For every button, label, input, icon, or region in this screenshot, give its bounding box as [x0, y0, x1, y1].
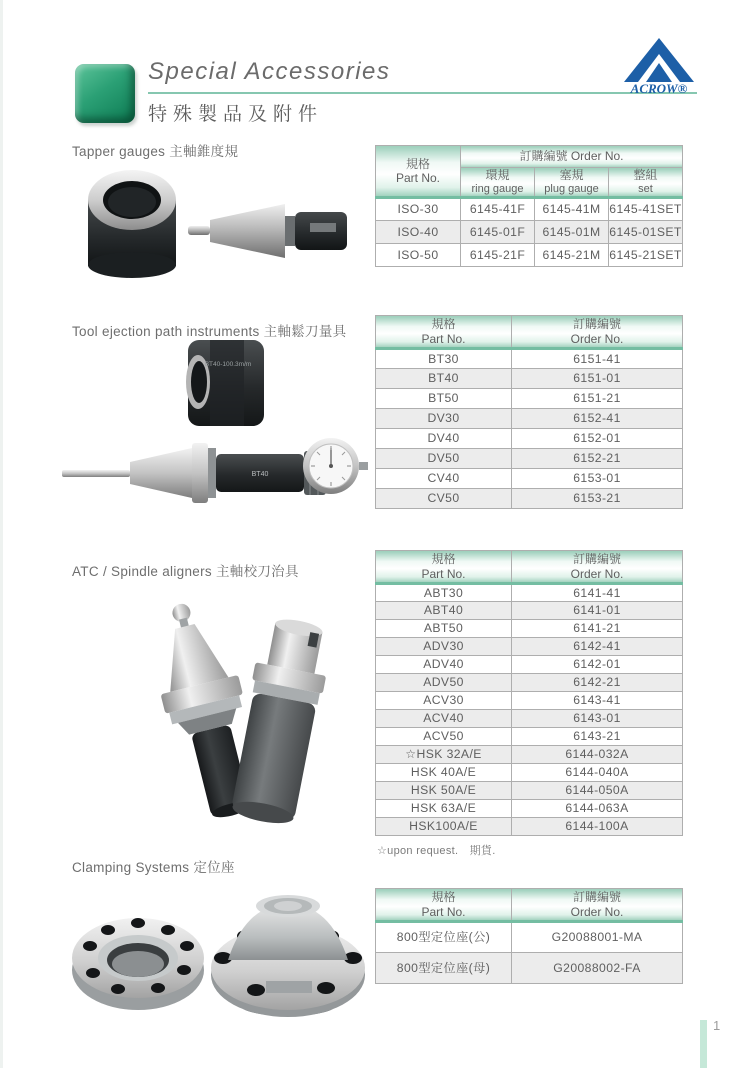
order-no-cell: 6153-01 [512, 469, 683, 489]
ring-cell: 6145-21F [461, 244, 535, 267]
part-no-header: 規格 Part No. [376, 889, 512, 922]
table-row [376, 638, 683, 656]
set-cell: 6145-01SET [609, 221, 683, 244]
table-row [376, 244, 683, 267]
order-no-cell: G20088001-MA [512, 922, 683, 953]
sleeve-photo [186, 340, 264, 426]
table-row [376, 620, 683, 638]
ring-gauge-photo [88, 170, 176, 278]
order-no-cell: 6142-21 [512, 674, 683, 692]
spindle-aligners-table [375, 550, 683, 836]
order-no-cell: 6152-21 [512, 449, 683, 469]
table-row [376, 710, 683, 728]
order-no-header: 訂購編號 Order No. [461, 146, 683, 168]
part-no-cell: 800型定位座(公) [376, 922, 512, 953]
order-no-cell: 6143-41 [512, 692, 683, 710]
table-row [376, 922, 683, 953]
part-no-cell: ADV30 [376, 638, 512, 656]
hsk-holder-photo [226, 614, 336, 828]
part-no-cell: DV30 [376, 409, 512, 429]
order-no-cell: 6143-21 [512, 728, 683, 746]
part-no-header: 規格 Part No. [376, 146, 461, 198]
plug-gauge-header: 塞規 plug gauge [535, 168, 609, 198]
part-no-cell: DV50 [376, 449, 512, 469]
table-row [376, 800, 683, 818]
part-no-cell: ACV50 [376, 728, 512, 746]
part-no-cell: CV40 [376, 469, 512, 489]
table-row [376, 429, 683, 449]
order-no-cell: 6151-41 [512, 349, 683, 369]
part-no-cell: ADV50 [376, 674, 512, 692]
part-no-cell: ABT40 [376, 602, 512, 620]
page-subtitle: 特殊製品及附件 [148, 104, 324, 125]
part-no-cell: ACV30 [376, 692, 512, 710]
part-no-cell: HSK 63A/E [376, 800, 512, 818]
part-no-cell: ISO-30 [376, 198, 461, 221]
order-no-cell: 6152-01 [512, 429, 683, 449]
part-no-cell: DV40 [376, 429, 512, 449]
order-no-cell: 6144-050A [512, 782, 683, 800]
section-title-tool-ejection: Tool ejection path instruments 主軸鬆刀量具 [72, 324, 347, 339]
plug-cell: 6145-41M [535, 198, 609, 221]
plug-cell: 6145-01M [535, 221, 609, 244]
table-row [376, 818, 683, 836]
tool-ejection-table [375, 315, 683, 509]
clamping-hub-photo [211, 895, 365, 1017]
part-no-cell: ACV40 [376, 710, 512, 728]
part-no-cell: ABT50 [376, 620, 512, 638]
order-no-cell: G20088002-FA [512, 953, 683, 984]
part-no-cell: 800型定位座(母) [376, 953, 512, 984]
set-cell: 6145-41SET [609, 198, 683, 221]
sleeve-label: BT40-100.3m/m [204, 361, 252, 368]
table-row [376, 349, 683, 369]
table-row [376, 656, 683, 674]
table-row [376, 674, 683, 692]
part-no-header: 規格 Part No. [376, 551, 512, 584]
table-row [376, 409, 683, 429]
upon-request-footnote: ☆upon request. 期貨. [377, 845, 496, 857]
part-no-cell: ISO-50 [376, 244, 461, 267]
page-title: Special Accessories [148, 58, 391, 85]
order-no-cell: 6141-01 [512, 602, 683, 620]
tapper-gauges-photo [70, 160, 350, 290]
page-edge [0, 0, 3, 1068]
part-no-cell: BT50 [376, 389, 512, 409]
table-row [376, 692, 683, 710]
clamping-systems-photo [60, 878, 375, 1028]
order-no-header: 訂購編號 Order No. [512, 316, 683, 349]
part-no-header: 規格 Part No. [376, 316, 512, 349]
order-no-cell: 6141-21 [512, 620, 683, 638]
ring-cell: 6145-01F [461, 221, 535, 244]
table-row [376, 198, 683, 221]
table-row [376, 449, 683, 469]
section-title-clamping-systems: Clamping Systems 定位座 [72, 860, 235, 875]
page-number: 1 [713, 1018, 721, 1033]
green-tile-icon [75, 64, 135, 123]
table-row [376, 764, 683, 782]
instrument-photo [62, 438, 368, 503]
table-row [376, 953, 683, 984]
part-no-cell: HSK 40A/E [376, 764, 512, 782]
set-header: 整組 set [609, 168, 683, 198]
acrow-logo-icon [620, 36, 698, 94]
order-no-cell: 6153-21 [512, 489, 683, 509]
table-row [376, 602, 683, 620]
order-no-header: 訂購編號 Order No. [512, 889, 683, 922]
brand-name: ACROW® [630, 81, 688, 94]
order-no-cell: 6144-100A [512, 818, 683, 836]
part-no-cell: CV50 [376, 489, 512, 509]
order-no-cell: 6142-01 [512, 656, 683, 674]
part-no-cell: ABT30 [376, 584, 512, 602]
spindle-aligners-photo [65, 592, 370, 847]
order-no-header: 訂購編號 Order No. [512, 551, 683, 584]
table-row [376, 728, 683, 746]
table-row [376, 746, 683, 764]
order-no-cell: 6143-01 [512, 710, 683, 728]
ring-cell: 6145-41F [461, 198, 535, 221]
clamping-systems-table [375, 888, 683, 984]
order-no-cell: 6142-41 [512, 638, 683, 656]
part-no-cell: BT40 [376, 369, 512, 389]
footer-accent-bar [700, 1020, 707, 1068]
table-row [376, 489, 683, 509]
part-no-cell: ISO-40 [376, 221, 461, 244]
section-title-tapper-gauges: Tapper gauges 主軸錐度規 [72, 144, 239, 159]
section-title-spindle-aligners: ATC / Spindle aligners 主軸校刀治具 [72, 564, 299, 579]
tapper-gauges-table [375, 145, 683, 267]
order-no-cell: 6141-41 [512, 584, 683, 602]
dial-gauge [303, 438, 368, 494]
part-no-cell: BT30 [376, 349, 512, 369]
plug-gauge-photo [188, 204, 347, 258]
part-no-cell: HSK100A/E [376, 818, 512, 836]
table-row [376, 369, 683, 389]
order-no-cell: 6144-032A [512, 746, 683, 764]
part-no-cell: ADV40 [376, 656, 512, 674]
order-no-cell: 6152-41 [512, 409, 683, 429]
plug-cell: 6145-21M [535, 244, 609, 267]
tool-ejection-photo [60, 332, 370, 510]
part-no-cell: HSK 50A/E [376, 782, 512, 800]
instrument-label: BT40 [251, 471, 269, 478]
clamping-ring-photo [72, 918, 204, 1010]
order-no-cell: 6151-21 [512, 389, 683, 409]
part-no-cell: ☆HSK 32A/E [376, 746, 512, 764]
set-cell: 6145-21SET [609, 244, 683, 267]
ring-gauge-header: 環規 ring gauge [461, 168, 535, 198]
table-row [376, 221, 683, 244]
order-no-cell: 6144-040A [512, 764, 683, 782]
table-row [376, 389, 683, 409]
order-no-cell: 6144-063A [512, 800, 683, 818]
table-row [376, 782, 683, 800]
table-row [376, 469, 683, 489]
table-row [376, 584, 683, 602]
title-rule [148, 92, 697, 94]
order-no-cell: 6151-01 [512, 369, 683, 389]
